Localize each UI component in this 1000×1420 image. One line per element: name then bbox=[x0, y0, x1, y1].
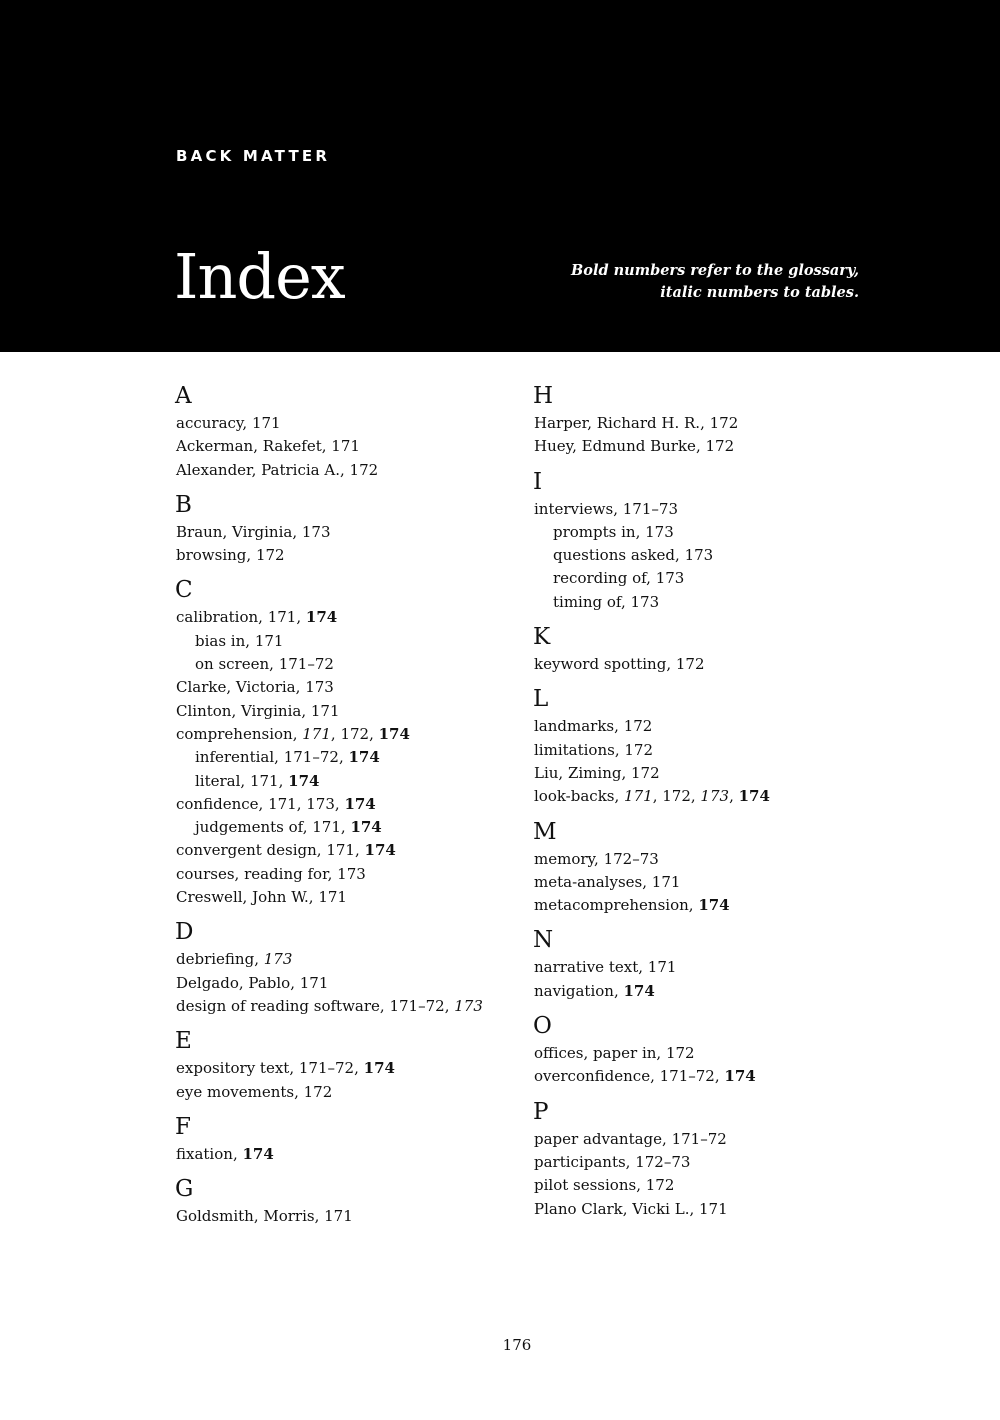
index-entry: Alexander, Patricia A., 172 bbox=[176, 460, 379, 479]
index-letter-heading: K bbox=[533, 624, 551, 651]
index-term: paper advantage bbox=[534, 1129, 663, 1148]
index-term: Delgado, Pablo bbox=[176, 973, 291, 992]
page-reference: 172 bbox=[349, 460, 379, 479]
index-entry: comprehension, 171, 172, 174 bbox=[176, 724, 410, 743]
index-entry: Delgado, Pablo, 171 bbox=[176, 973, 329, 992]
page-reference: 174 bbox=[738, 787, 770, 806]
page-reference: 173 bbox=[655, 569, 685, 588]
index-entry: convergent design, 171, 174 bbox=[176, 841, 396, 860]
index-term: Clarke, Victoria bbox=[176, 678, 296, 697]
index-letter-heading: E bbox=[175, 1028, 192, 1055]
index-term: limitations bbox=[534, 740, 615, 759]
index-term: bias in bbox=[195, 631, 246, 650]
index-term: courses, reading for bbox=[176, 864, 328, 883]
index-letter-heading: M bbox=[533, 818, 557, 845]
index-entry: Goldsmith, Morris, 171 bbox=[176, 1207, 353, 1226]
index-entry: Huey, Edmund Burke, 172 bbox=[534, 437, 735, 456]
index-term: confidence bbox=[176, 794, 259, 813]
index-group bbox=[534, 1010, 874, 1089]
page-title: Index bbox=[174, 240, 345, 313]
page-reference: 172 bbox=[675, 655, 705, 674]
page-reference: 172 bbox=[709, 414, 739, 432]
index-term: memory bbox=[534, 849, 595, 868]
index-term: narrative text bbox=[534, 958, 639, 977]
index-entry: expository text, 171–72, 174 bbox=[176, 1059, 395, 1078]
index-note bbox=[571, 260, 859, 304]
index-letter-heading: D bbox=[175, 919, 194, 946]
index-term: comprehension bbox=[176, 724, 293, 743]
index-letter-heading: C bbox=[175, 577, 193, 604]
index-letter-heading: O bbox=[533, 1013, 552, 1040]
index-term: keyword spotting bbox=[534, 655, 667, 674]
index-subentry: prompts in, 173 bbox=[553, 522, 674, 541]
index-subentry: recording of, 173 bbox=[553, 569, 685, 588]
page-reference: 171 bbox=[251, 414, 281, 432]
index-subentry: on screen, 171–72 bbox=[195, 655, 334, 674]
page-reference: 173 bbox=[454, 996, 483, 1015]
page-reference: 172 bbox=[340, 724, 370, 743]
page-reference: 171 bbox=[268, 794, 297, 813]
index-entry: look-backs, 171, 172, 173, 174 bbox=[534, 787, 770, 806]
page-reference: 174 bbox=[350, 818, 382, 837]
section-kicker: BACK MATTER bbox=[176, 147, 331, 165]
index-term: Goldsmith, Morris bbox=[176, 1207, 315, 1226]
index-entry: debriefing, 173 bbox=[176, 950, 293, 969]
index-term: expository text bbox=[176, 1059, 290, 1078]
page-reference: 172–73 bbox=[603, 849, 659, 868]
index-letter-heading: A bbox=[175, 383, 192, 409]
index-term: Harper, Richard H. R. bbox=[534, 414, 701, 432]
index-letter-heading: F bbox=[175, 1113, 191, 1140]
page-reference: 172–73 bbox=[635, 1152, 691, 1171]
page-reference: 171 bbox=[249, 771, 279, 790]
index-term: Plano Clark, Vicki L. bbox=[534, 1199, 690, 1218]
index-entry: offices, paper in, 172 bbox=[534, 1044, 695, 1063]
index-entry: browsing, 172 bbox=[176, 546, 285, 565]
index-entry: Clarke, Victoria, 173 bbox=[176, 678, 334, 697]
page-reference: 172 bbox=[705, 437, 735, 456]
index-entry: calibration, 171, 174 bbox=[176, 608, 338, 627]
page-reference: 171 bbox=[699, 1199, 728, 1218]
index-term: look-backs bbox=[534, 787, 615, 806]
page-reference: 171–72 bbox=[671, 1129, 727, 1148]
index-entry: interviews, 171–73 bbox=[534, 499, 678, 518]
page-reference: 171–72 bbox=[283, 748, 339, 767]
page-reference: 171 bbox=[267, 608, 297, 627]
index-column-right bbox=[534, 380, 874, 1228]
index-letter-heading: L bbox=[533, 686, 549, 713]
index-term: browsing bbox=[176, 546, 247, 565]
index-subentry: inferential, 171–72, 174 bbox=[195, 748, 380, 767]
index-letter-heading: G bbox=[175, 1176, 194, 1203]
index-group bbox=[534, 621, 874, 676]
index-term: eye movements bbox=[176, 1082, 295, 1101]
index-term: pilot sessions bbox=[534, 1176, 637, 1195]
index-entry: participants, 172–73 bbox=[534, 1152, 691, 1171]
index-note-line: Bold numbers refer to the glossary, bbox=[571, 262, 859, 279]
index-term: fixation bbox=[176, 1144, 233, 1163]
index-entry: design of reading software, 171–72, 173 bbox=[176, 996, 483, 1015]
index-entry: Ackerman, Rakefet, 171 bbox=[176, 437, 360, 456]
index-subentry: questions asked, 173 bbox=[553, 546, 714, 565]
index-letter-heading: H bbox=[533, 383, 554, 409]
page-reference: 171 bbox=[299, 973, 329, 992]
page-reference: 173 bbox=[684, 546, 714, 565]
index-entry: courses, reading for, 173 bbox=[176, 864, 366, 883]
index-group bbox=[534, 466, 874, 614]
index-term: timing of bbox=[553, 592, 621, 611]
index-entry: Harper, Richard H. R., 172 bbox=[534, 414, 739, 432]
index-entry: Plano Clark, Vicki L., 171 bbox=[534, 1199, 728, 1218]
index-entry: Creswell, John W., 171 bbox=[176, 888, 347, 907]
index-term: Clinton, Virginia bbox=[176, 701, 302, 720]
index-subentry: literal, 171, 174 bbox=[195, 771, 320, 790]
page-reference: 171 bbox=[651, 872, 681, 891]
page-reference: 171 bbox=[312, 818, 341, 837]
index-term: Ackerman, Rakefet bbox=[176, 437, 322, 456]
page-reference: 171 bbox=[254, 631, 284, 650]
page-reference: 172 bbox=[631, 763, 660, 782]
index-entry: paper advantage, 171–72 bbox=[534, 1129, 727, 1148]
index-group bbox=[176, 380, 516, 482]
index-term: navigation bbox=[534, 981, 614, 1000]
page-reference: 172 bbox=[645, 1176, 675, 1195]
index-term: Braun, Virginia bbox=[176, 522, 293, 541]
page-reference: 174 bbox=[242, 1144, 274, 1163]
page-reference: 173 bbox=[630, 592, 660, 611]
index-group bbox=[176, 489, 516, 568]
index-term: literal bbox=[195, 771, 241, 790]
index-term: Alexander, Patricia A. bbox=[176, 460, 340, 479]
index-term: calibration bbox=[176, 608, 259, 627]
page-reference: 172 bbox=[255, 546, 285, 565]
page-reference: 171 bbox=[331, 437, 360, 456]
page-reference: 174 bbox=[305, 608, 338, 627]
page-reference: 174 bbox=[378, 724, 410, 743]
page-number: 176 bbox=[502, 1336, 532, 1354]
page-reference: 172 bbox=[662, 787, 691, 806]
index-term: judgements of bbox=[195, 818, 303, 837]
index-group bbox=[176, 1025, 516, 1104]
page-reference: 171 bbox=[326, 841, 355, 860]
page-reference: 173 bbox=[645, 522, 674, 541]
page-reference: 173 bbox=[305, 678, 334, 697]
index-note-line: italic numbers to tables. bbox=[660, 284, 859, 301]
page-reference: 173 bbox=[700, 787, 730, 806]
index-group bbox=[176, 1111, 516, 1166]
index-entry: eye movements, 172 bbox=[176, 1082, 333, 1101]
page-reference: 171 bbox=[302, 724, 331, 743]
page-reference: 173 bbox=[306, 794, 335, 813]
index-entry: landmarks, 172 bbox=[534, 717, 653, 736]
index-term: overconfidence bbox=[534, 1067, 651, 1086]
page-reference: 171 bbox=[624, 787, 653, 806]
index-term: accuracy bbox=[176, 414, 243, 432]
page-reference: 174 bbox=[288, 771, 320, 790]
index-term: Huey, Edmund Burke bbox=[534, 437, 696, 456]
header-band bbox=[0, 0, 1000, 352]
index-letter-heading: P bbox=[533, 1098, 549, 1125]
page-reference: 174 bbox=[724, 1067, 756, 1086]
index-subentry: timing of, 173 bbox=[553, 592, 660, 611]
index-term: Creswell, John W. bbox=[176, 888, 309, 907]
index-entry: limitations, 172 bbox=[534, 740, 653, 759]
page-reference: 171 bbox=[647, 958, 677, 977]
page-reference: 174 bbox=[344, 794, 376, 813]
index-letter-heading: N bbox=[533, 927, 554, 954]
index-entry: pilot sessions, 172 bbox=[534, 1176, 675, 1195]
index-group bbox=[534, 924, 874, 1003]
index-column-left bbox=[176, 380, 516, 1235]
page-reference: 172 bbox=[665, 1044, 695, 1063]
page-reference: 171 bbox=[324, 1207, 353, 1226]
index-term: participants bbox=[534, 1152, 626, 1171]
page-reference: 172 bbox=[624, 740, 653, 759]
page-reference: 174 bbox=[363, 1059, 395, 1078]
page-reference: 174 bbox=[698, 896, 730, 915]
index-group bbox=[176, 916, 516, 1018]
index-group bbox=[534, 1096, 874, 1221]
index-term: meta-analyses bbox=[534, 872, 643, 891]
index-term: landmarks bbox=[534, 717, 615, 736]
page-reference: 171 bbox=[310, 701, 340, 720]
index-term: metacomprehension bbox=[534, 896, 689, 915]
index-term: Liu, Ziming bbox=[534, 763, 622, 782]
index-entry: meta-analyses, 171 bbox=[534, 872, 681, 891]
page-reference: 171–72 bbox=[298, 1059, 355, 1078]
index-group bbox=[534, 683, 874, 808]
index-entry: Clinton, Virginia, 171 bbox=[176, 701, 340, 720]
page-reference: 173 bbox=[263, 950, 293, 969]
index-term: debriefing bbox=[176, 950, 255, 969]
page-reference: 174 bbox=[364, 841, 396, 860]
page-reference: 171–72 bbox=[278, 655, 334, 674]
index-subentry: judgements of, 171, 174 bbox=[195, 818, 382, 837]
page-reference: 172 bbox=[303, 1082, 333, 1101]
page-reference: 171 bbox=[318, 888, 347, 907]
page-reference: 174 bbox=[623, 981, 655, 1000]
index-entry: metacomprehension, 174 bbox=[534, 896, 730, 915]
page-reference: 171–73 bbox=[622, 499, 678, 518]
index-term: prompts in bbox=[553, 522, 636, 541]
index-term: inferential bbox=[195, 748, 275, 767]
index-term: questions asked bbox=[553, 546, 676, 565]
index-entry: confidence, 171, 173, 174 bbox=[176, 794, 376, 813]
page-reference: 174 bbox=[348, 748, 380, 767]
index-term: recording of bbox=[553, 569, 647, 588]
index-entry: navigation, 174 bbox=[534, 981, 655, 1000]
index-group bbox=[176, 574, 516, 909]
index-entry: memory, 172–73 bbox=[534, 849, 659, 868]
page-reference: 173 bbox=[301, 522, 331, 541]
index-entry: keyword spotting, 172 bbox=[534, 655, 705, 674]
index-term: convergent design bbox=[176, 841, 317, 860]
index-entry: Braun, Virginia, 173 bbox=[176, 522, 331, 541]
page-reference: 172 bbox=[623, 717, 653, 736]
index-subentry: bias in, 171 bbox=[195, 631, 284, 650]
index-entry: narrative text, 171 bbox=[534, 958, 677, 977]
index-group bbox=[534, 380, 874, 459]
page-reference: 171–72 bbox=[659, 1067, 715, 1086]
index-term: interviews bbox=[534, 499, 614, 518]
index-group bbox=[534, 816, 874, 918]
index-term: on screen bbox=[195, 655, 270, 674]
page-reference: 173 bbox=[337, 864, 366, 883]
index-group bbox=[176, 1173, 516, 1228]
index-letter-heading: I bbox=[533, 468, 543, 495]
page-reference: 171–72 bbox=[389, 996, 445, 1015]
index-letter-heading: B bbox=[175, 491, 192, 518]
index-term: design of reading software bbox=[176, 996, 380, 1015]
index-entry: accuracy, 171 bbox=[176, 414, 281, 432]
index-entry: Liu, Ziming, 172 bbox=[534, 763, 660, 782]
index-entry: fixation, 174 bbox=[176, 1144, 274, 1163]
index-entry: overconfidence, 171–72, 174 bbox=[534, 1067, 756, 1086]
index-term: offices, paper in bbox=[534, 1044, 657, 1063]
